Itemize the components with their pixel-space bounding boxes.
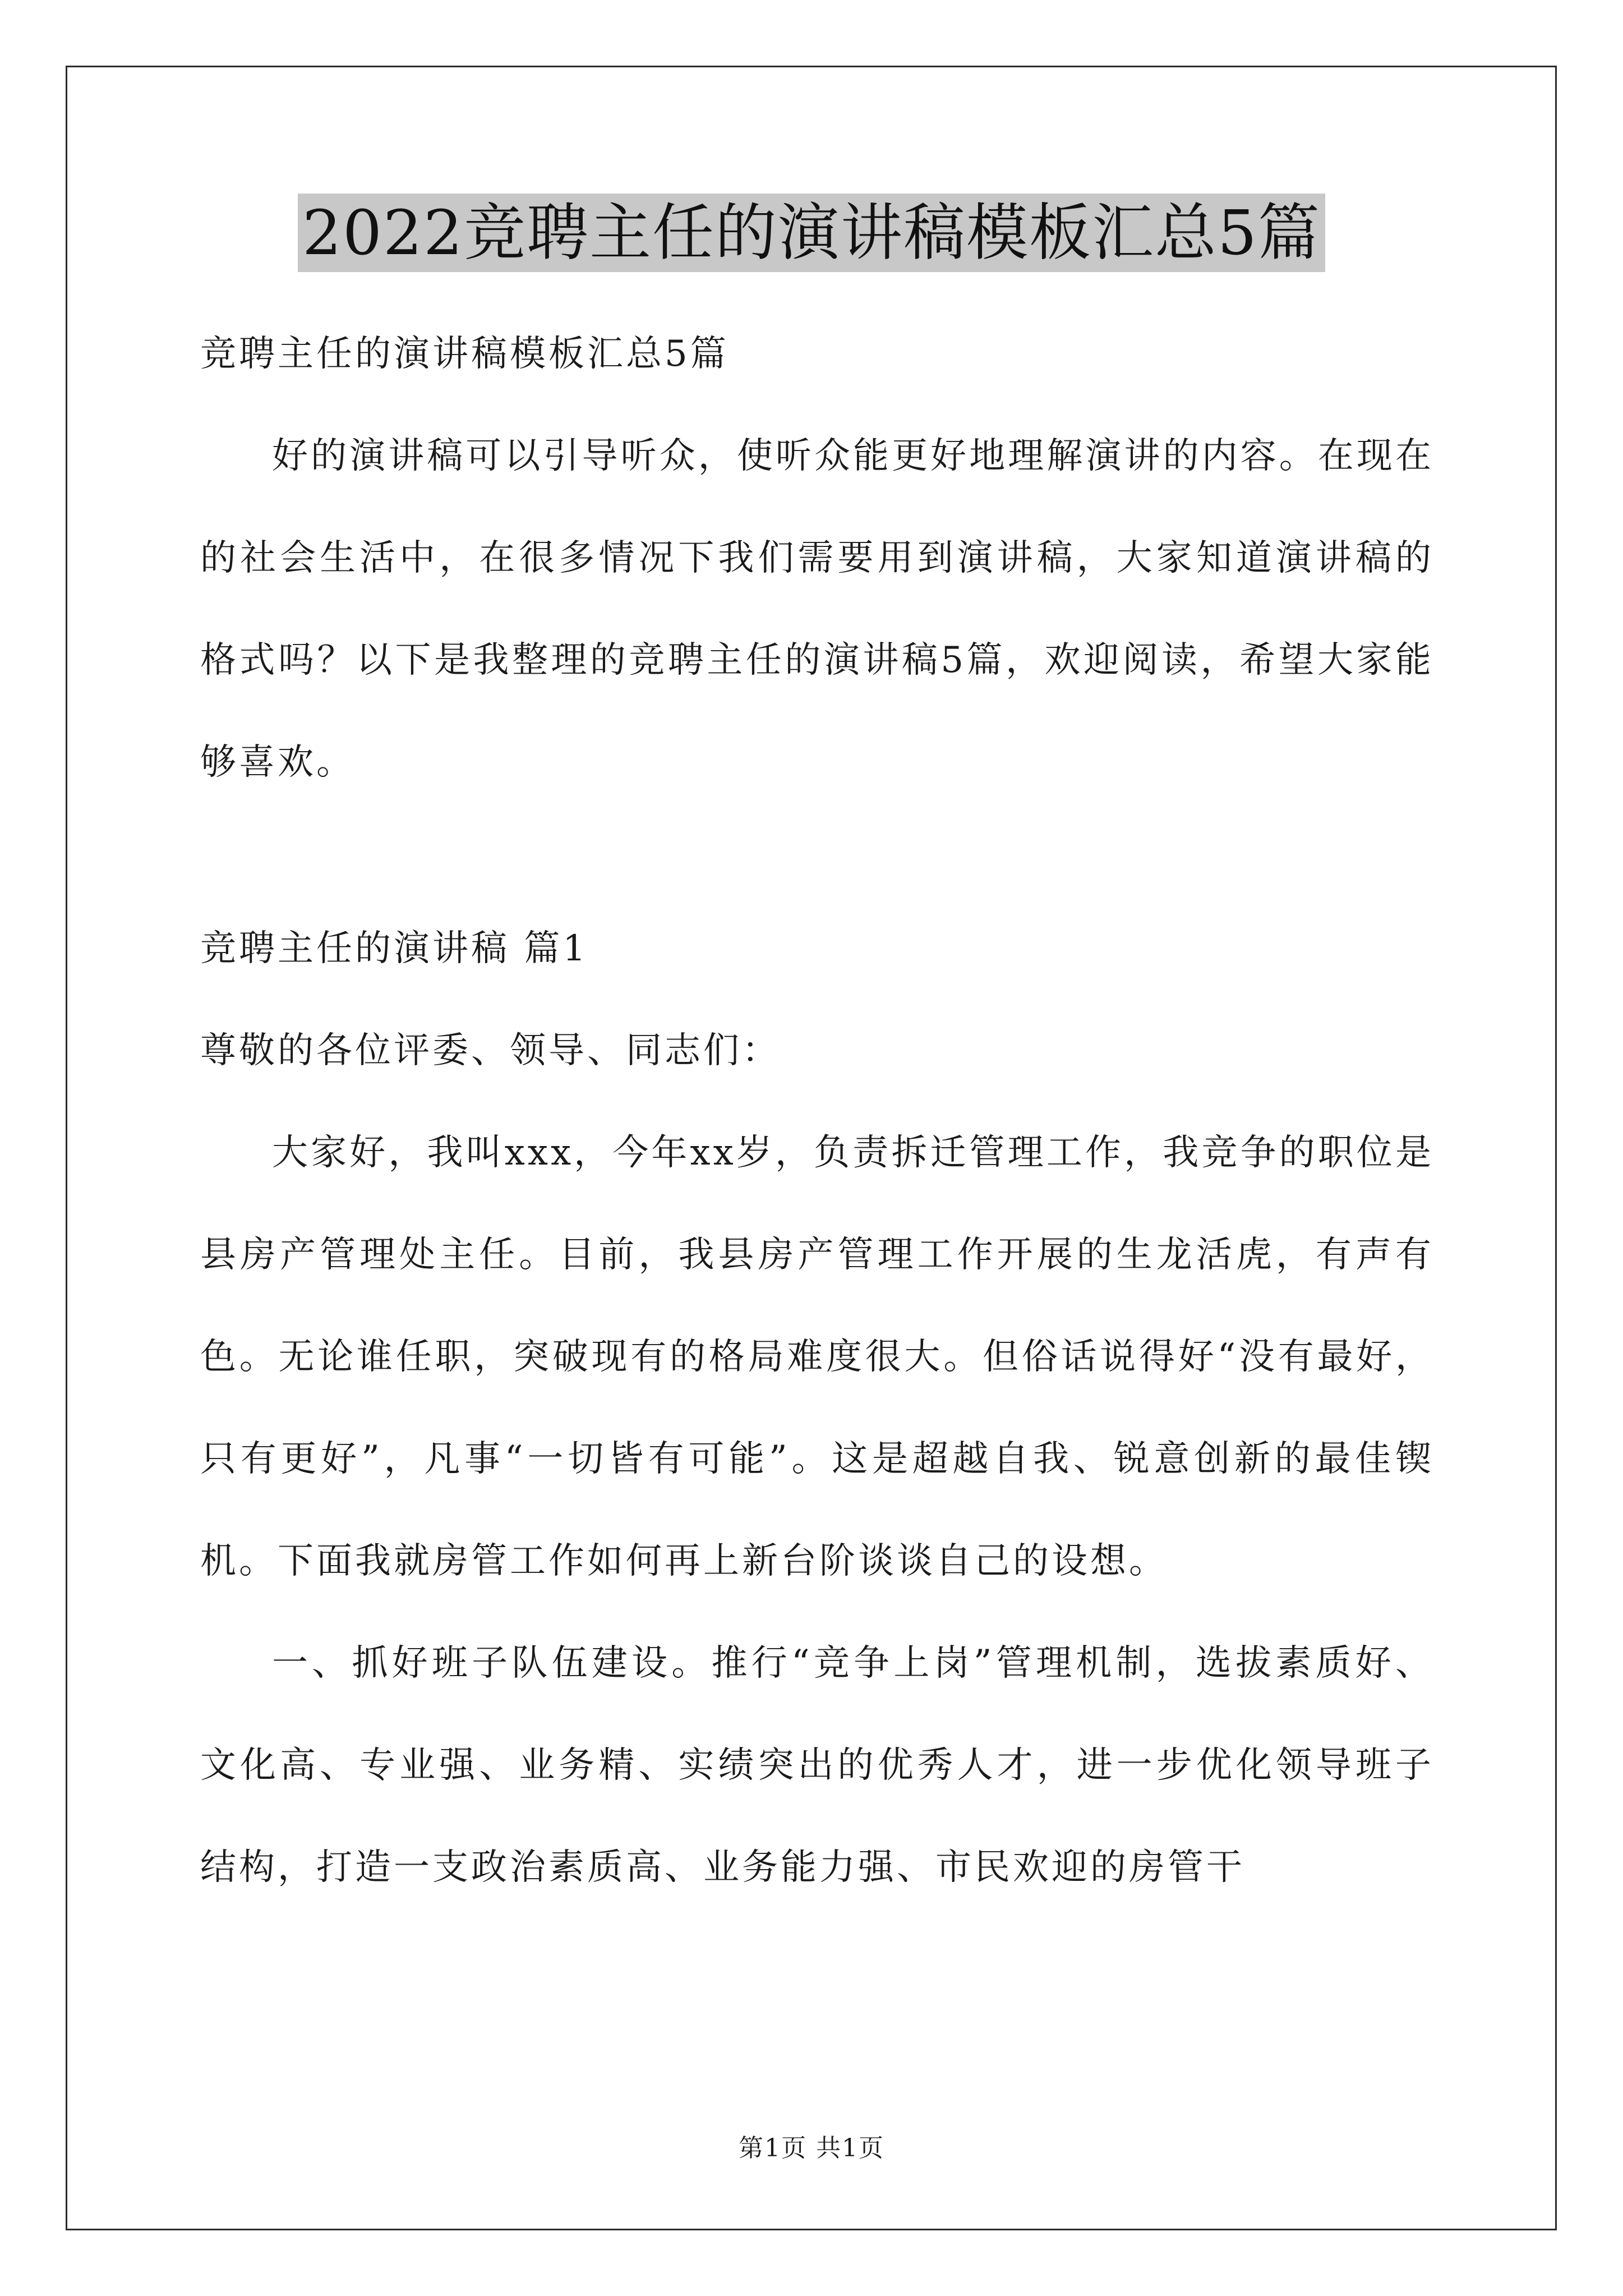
spacer bbox=[200, 813, 1434, 898]
body-paragraph-2: 一、抓好班子队伍建设。推行“竞争上岗”管理机制，选拔素质好、文化高、专业强、业务精、实绩突出的优秀人才，进一步优化领导班子结构，打造一支政治素质高、业务能力强、市民欢迎的房管干 bbox=[200, 1642, 1434, 1888]
document-subtitle: 竞聘主任的演讲稿模板汇总5篇 bbox=[200, 333, 729, 375]
page-footer: 第1页 共1页 bbox=[739, 2134, 884, 2162]
document-body bbox=[200, 303, 1434, 1918]
section-heading: 竞聘主任的演讲稿 篇1 bbox=[200, 928, 589, 969]
intro-paragraph: 好的演讲稿可以引导听众，使听众能更好地理解演讲的内容。在现在的社会生活中，在很多情况下我们需要用到演讲稿，大家知道演讲稿的格式吗？以下是我整理的竞聘主任的演讲稿5篇，欢迎阅读，希望大家能够喜欢。 bbox=[200, 435, 1434, 783]
salutation: 尊敬的各位评委、领导、同志们： bbox=[200, 1030, 781, 1071]
title-container bbox=[0, 194, 1623, 272]
document-title: 2022竞聘主任的演讲稿模板汇总5篇 bbox=[298, 194, 1325, 272]
body-paragraph-1: 大家好，我叫xxx，今年xx岁，负责拆迁管理工作，我竞争的职位是县房产管理处主任。目前，我县房产管理工作开展的生龙活虎，有声有色。无论谁任职，突破现有的格局难度很大。但俗话说得好“没有最好，只有更好”，凡事“一切皆有可能”。这是超越自我、锐意创新的最佳锲机。下面我就房管工作如何再上新台阶谈谈自己的设想。 bbox=[200, 1132, 1434, 1582]
